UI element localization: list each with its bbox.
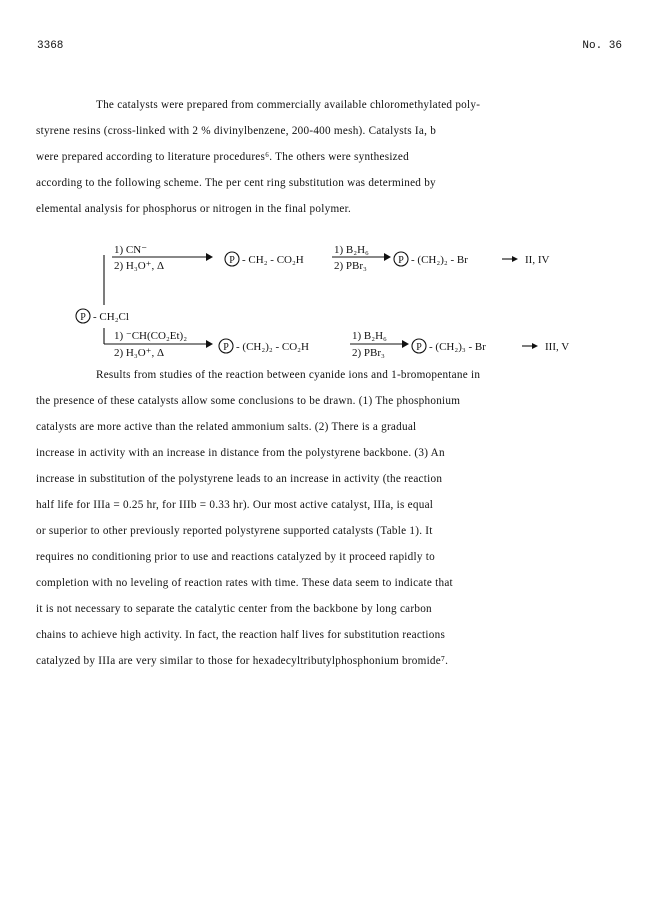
text-line: increase in activity with an increase in distance from the polystyrene backbone. (3) An	[36, 447, 445, 459]
top-step4: 2) PBr₃	[334, 260, 367, 272]
bottom-arrow2-head	[402, 340, 409, 348]
polymer-letter: P	[416, 342, 422, 353]
text-line: the presence of these catalysts allow some conclusions to be drawn. (1) The phosphonium	[36, 395, 461, 407]
bottom-arrow3-head	[532, 343, 538, 349]
text-line: catalyzed by IIIa are very similar to those for hexadecyltributylphosphonium bromide⁷.	[36, 655, 449, 667]
top-arrow1-head	[206, 253, 213, 261]
top-arrow3-head	[512, 256, 518, 262]
page-number: 3368	[37, 40, 64, 52]
text-line: according to the following scheme. The per cent ring substitution was determined by	[36, 177, 436, 189]
polymer-letter: P	[80, 312, 86, 323]
bottom-product2: - (CH₂)₃ - Br	[429, 341, 486, 353]
top-step3: 1) B₂H₆	[334, 244, 369, 256]
text-line: catalysts are more active than the related ammonium salts. (2) There is a gradual	[36, 421, 417, 433]
top-step1: 1) CN⁻	[114, 244, 147, 256]
bottom-arrow1-head	[206, 340, 213, 348]
top-step2: 2) H₃O⁺, Δ	[114, 260, 165, 272]
text-line: styrene resins (cross-linked with 2 % divinylbenzene, 200-400 mesh). Catalysts Ia, b	[36, 125, 437, 137]
text-line: The catalysts were prepared from commercially available chloromethylated poly-	[96, 99, 481, 111]
text-line: chains to achieve high activity. In fact, the reaction half lives for substitution reactions	[36, 629, 446, 641]
top-arrow2-head	[384, 253, 391, 261]
top-product2: - (CH₂)₂ - Br	[411, 254, 468, 266]
bottom-step3: 1) B₂H₆	[352, 330, 387, 342]
polymer-letter: P	[223, 342, 229, 353]
top-final-products: II, IV	[525, 254, 550, 266]
text-line: it is not necessary to separate the catalytic center from the backbone by long carbon	[36, 603, 432, 615]
polymer-letter: P	[229, 255, 235, 266]
text-line: half life for IIIa = 0.25 hr, for IIIb = 0.33 hr). Our most active catalyst, IIIa, is equal	[36, 499, 434, 511]
bottom-step1: 1) ⁻CH(CO₂Et)₂	[114, 330, 188, 342]
top-product1: - CH₂ - CO₂H	[242, 254, 304, 266]
text-line: requires no conditioning prior to use and reactions catalyzed by it proceed rapidly to	[36, 551, 435, 563]
bottom-step2: 2) H₃O⁺, Δ	[114, 347, 165, 359]
starting-material: - CH₂Cl	[93, 311, 129, 323]
paragraph-results	[36, 362, 636, 674]
bottom-product1: - (CH₂)₂ - CO₂H	[236, 341, 309, 353]
text-line: Results from studies of the reaction between cyanide ions and 1-bromopentane in	[96, 369, 481, 381]
text-line: increase in substitution of the polystyrene leads to an increase in activity (the reaction	[36, 473, 443, 485]
text-line: or superior to other previously reported polystyrene supported catalysts (Table 1). It	[36, 525, 433, 537]
bottom-step4: 2) PBr₃	[352, 347, 385, 359]
text-line: elemental analysis for phosphorus or nitrogen in the final polymer.	[36, 203, 352, 215]
polymer-letter: P	[398, 255, 404, 266]
issue-number: No. 36	[582, 40, 622, 52]
text-line: were prepared according to literature procedures⁶. The others were synthesized	[36, 151, 409, 163]
text-line: completion with no leveling of reaction rates with time. These data seem to indicate that	[36, 577, 453, 589]
bottom-final-products: III, V	[545, 341, 570, 353]
